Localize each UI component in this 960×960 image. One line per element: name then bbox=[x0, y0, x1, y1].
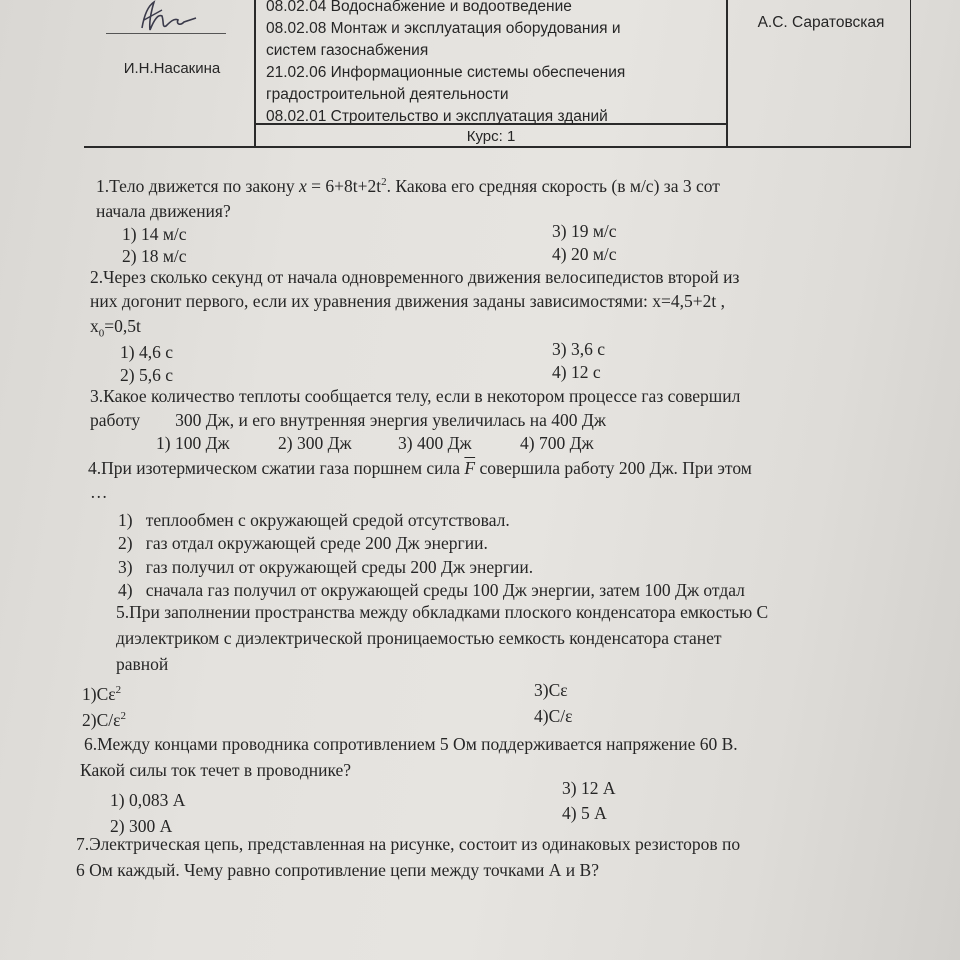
question-4-line-1: 4.При изотермическом сжатии газа поршнем сила $\overline{F}$ совершила работу 200 Дж. При этом bbox=[88, 458, 752, 478]
question-4-option-4: 4) сначала газ получил от окружающей среды 100 Дж энергии, затем 100 Дж отдал bbox=[118, 580, 745, 600]
specialty-line: 08.02.08 Монтаж и эксплуатация оборудования и bbox=[266, 20, 621, 37]
question-3-option-3: 3) 400 Дж bbox=[398, 433, 472, 453]
question-5-option-4: 4)C/ε bbox=[534, 706, 573, 726]
question-4-option-2: 2) газ отдал окружающей среде 200 Дж энергии. bbox=[118, 533, 488, 553]
question-2-option-2: 2) 5,6 с bbox=[120, 365, 173, 385]
specialty-line: 08.02.04 Водоснабжение и водоотведение bbox=[266, 0, 572, 15]
question-1-option-2: 2) 18 м/с bbox=[122, 246, 187, 266]
approver-name: А.С. Саратовская bbox=[757, 14, 885, 31]
question-5-option-2: $2)C/\varepsilon^2$ bbox=[82, 710, 126, 730]
specialty-line: 08.02.01 Строительство и эксплуатация зданий bbox=[266, 108, 608, 125]
question-7-line-2: 6 Ом каждый. Чему равно сопротивление цепи между точками А и В? bbox=[76, 860, 599, 880]
question-5-line-3: равной bbox=[116, 654, 169, 674]
question-5-line-1: 5.При заполнении пространства между обкладками плоского конденсатора емкостью С bbox=[116, 602, 769, 622]
question-2-line-3: $x_0=0,5t$ bbox=[90, 316, 141, 340]
question-2-line-1: 2.Через сколько секунд от начала одновременного движения велосипедистов второй из bbox=[90, 267, 740, 287]
question-1-option-4: 4) 20 м/с bbox=[552, 244, 617, 264]
signer-name: И.Н.Насакина bbox=[123, 60, 221, 77]
question-5-option-1: $1)C\varepsilon^2$ bbox=[82, 684, 122, 704]
question-2-line-2: них догонит первого, если их уравнения движения заданы зависимостями: x=4,5+2t , bbox=[90, 291, 726, 311]
question-5-line-2: диэлектриком с диэлектрической проницаемостью εемкость конденсатора станет bbox=[116, 628, 722, 648]
question-3-line-2: работу 300 Дж, и его внутренняя энергия увеличилась на 400 Дж bbox=[90, 410, 606, 430]
question-4-line-2: … bbox=[90, 482, 108, 502]
question-6-option-4: 4) 5 А bbox=[562, 803, 607, 823]
course-label: Курс: 1 bbox=[466, 128, 516, 145]
question-1-option-1: 1) 14 м/с bbox=[122, 224, 187, 244]
question-1-line-2: начала движения? bbox=[96, 201, 231, 221]
question-2-option-1: 1) 4,6 с bbox=[120, 342, 173, 362]
question-2-option-3: 3) 3,6 с bbox=[552, 339, 605, 359]
question-4-option-1: 1) теплообмен с окружающей средой отсутствовал. bbox=[118, 510, 510, 530]
question-2-option-4: 4) 12 с bbox=[552, 362, 601, 382]
question-3-option-4: 4) 700 Дж bbox=[520, 433, 594, 453]
question-7-line-1: 7.Электрическая цепь, представленная на рисунке, состоит из одинаковых резисторов по bbox=[76, 834, 741, 854]
question-6-option-2: 2) 300 А bbox=[110, 816, 173, 836]
question-5-option-3: 3)Cε bbox=[534, 680, 568, 700]
specialty-line: градостроительной деятельности bbox=[266, 86, 509, 103]
specialty-line: 21.02.06 Информационные системы обеспечения bbox=[266, 64, 626, 81]
question-3-option-1: 1) 100 Дж bbox=[156, 433, 230, 453]
question-3-option-2: 2) 300 Дж bbox=[278, 433, 352, 453]
question-4-option-3: 3) газ получил от окружающей среды 200 Дж энергии. bbox=[118, 557, 534, 577]
question-6-line-1: 6.Между концами проводника сопротивлением 5 Ом поддерживается напряжение 60 В. bbox=[84, 734, 738, 754]
question-6-option-1: 1) 0,083 А bbox=[110, 790, 186, 810]
question-3-line-1: 3.Какое количество теплоты сообщается телу, если в некотором процессе газ совершил bbox=[90, 386, 741, 406]
question-1-option-3: 3) 19 м/с bbox=[552, 221, 617, 241]
question-1-line-1: 1.Тело движется по закону $x = 6+8t+2t^2$. Какова его средняя скорость (в м/с) за 3 сот bbox=[96, 176, 720, 196]
question-6-line-2: Какой силы ток течет в проводнике? bbox=[80, 760, 352, 780]
specialty-line: систем газоснабжения bbox=[266, 42, 429, 59]
question-6-option-3: 3) 12 А bbox=[562, 778, 616, 798]
